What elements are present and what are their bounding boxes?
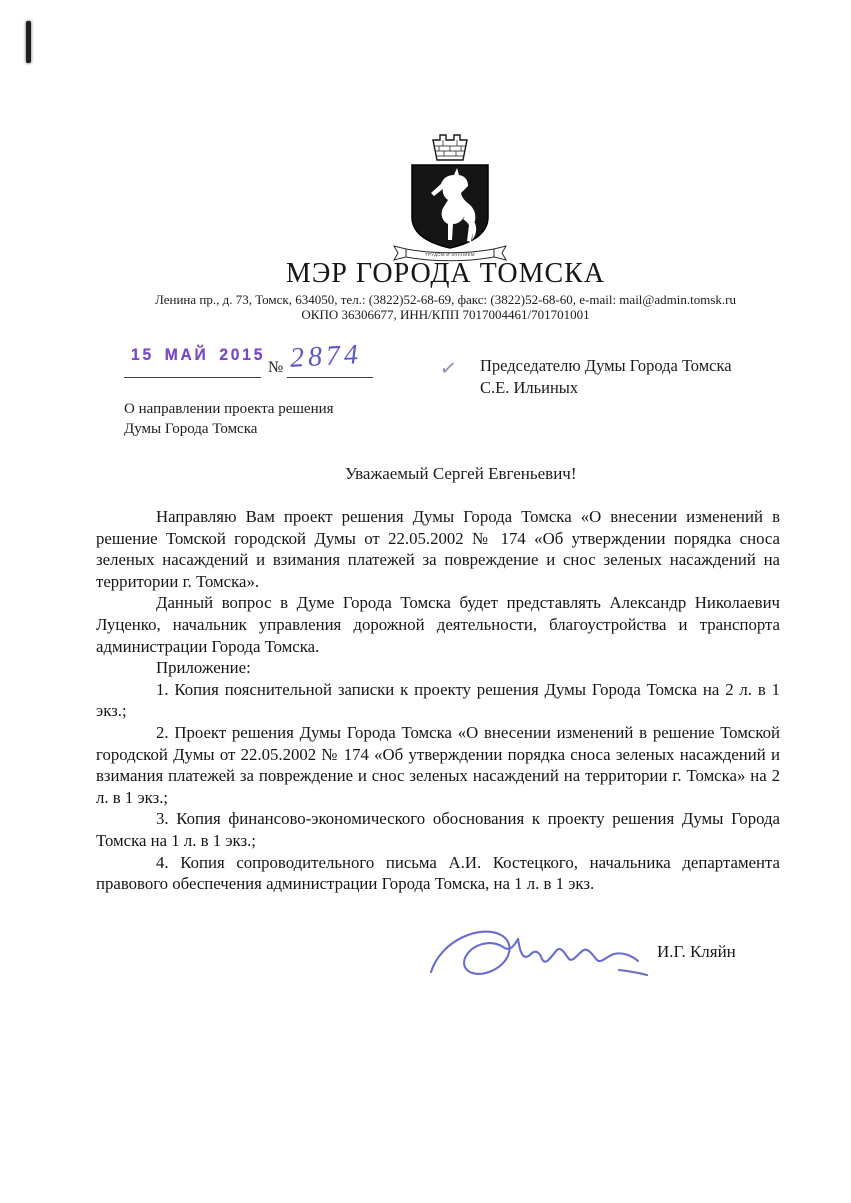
tomsk-coat-of-arms	[385, 131, 515, 263]
org-address: Ленина пр., д. 73, Томск, 634050, тел.: (3822)52-68-69, факс: (3822)52-68-60, e-mail: mail@admin.tomsk.ru	[155, 292, 736, 307]
subject-line2: Думы Города Томска	[124, 421, 258, 437]
salutation: Уважаемый Сергей Евгеньевич!	[345, 464, 577, 483]
recipient-name: С.Е. Ильиных	[480, 377, 579, 397]
recipient-title: Председателю Думы Города Томска	[480, 356, 732, 375]
date-stamp: 15 МАЙ 2015	[131, 345, 266, 364]
checkmark-icon: ✓	[438, 354, 459, 382]
attachment-item: 3. Копия финансово-экономического обоснования к проекту решения Думы Города Томска на 1 л. в 1 экз.;	[96, 809, 780, 850]
body-paragraph: Данный вопрос в Думе Города Томска будет представлять Александр Николаевич Луценко, начальник управления дорожной деятельности, благоустройства и транспорта администрации Города Томска.	[96, 593, 780, 656]
body-paragraph: Направляю Вам проект решения Думы Города Томска «О внесении изменений в решение Томской городской Думы от 22.05.2002 № 174 «Об утверждении порядка сноса зеленых насаждений и взимания платежей за повреждение и снос зеленых насаждений на территории г. Томска».	[96, 507, 780, 591]
signature-block	[0, 915, 851, 1005]
signer-name: И.Г. Кляйн	[657, 942, 736, 961]
org-name: МЭР ГОРОДА ТОМСКА	[285, 258, 606, 289]
letterhead	[40, 258, 851, 322]
emblem-motto: ТРУДОМ И ЗНАНИЕМ	[425, 252, 475, 257]
handwritten-doc-number: 2874	[289, 339, 363, 374]
handwritten-signature	[423, 918, 651, 990]
date-underline	[124, 377, 261, 378]
number-underline	[287, 377, 373, 378]
number-sign: №	[268, 359, 284, 376]
subject-line1: О направлении проекта решения	[124, 401, 334, 417]
attachment-item: 1. Копия пояснительной записки к проекту решения Думы Города Томска на 2 л. в 1 экз.;	[96, 679, 780, 721]
letter-body	[96, 506, 780, 895]
attachments-heading: Приложение:	[156, 658, 251, 678]
subject-block	[124, 399, 334, 439]
org-codes: ОКПО 36306677, ИНН/КПП 7017004461/701701001	[301, 307, 590, 322]
scan-artifact-mark	[26, 21, 31, 63]
crown-icon	[433, 135, 467, 160]
attachment-item: 4. Копия сопроводительного письма А.И. Костецкого, начальника департамента правового обеспечения администрации Города Томска, на 1 л. в 1 экз.	[96, 852, 780, 894]
recipient-block	[480, 355, 732, 398]
attachment-item: 2. Проект решения Думы Города Томска «О внесении изменений в решение Томской городской Думы от 22.05.2002 № 174 «Об утверждении порядка сноса зеленых насаждений и взимания платежей за повреждение и снос зеленых насаждений на территории г. Томска» на 2 л. в 1 экз.;	[96, 722, 780, 807]
